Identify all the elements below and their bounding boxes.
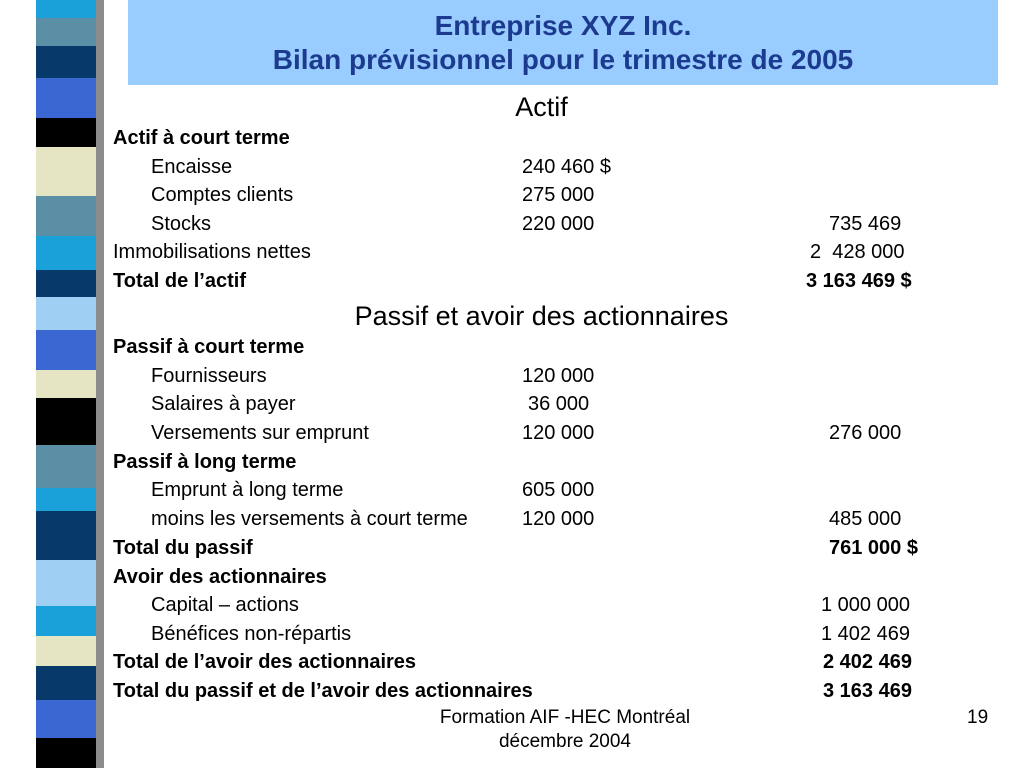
total-label: Total du passif et de l’avoir des actionnaires — [113, 680, 533, 702]
row-benefices — [0, 622, 1024, 646]
group-label: Passif à court terme — [113, 336, 305, 358]
stripe-block — [36, 46, 96, 78]
row-immobilisations — [0, 240, 1024, 264]
page-number: 19 — [967, 707, 989, 728]
line-label: Encaisse — [151, 156, 233, 178]
line-amount: 120 000 — [522, 365, 595, 387]
stripe-block — [36, 78, 96, 118]
row-total-avoir — [0, 650, 1024, 674]
group-label: Passif à long terme — [113, 451, 297, 473]
total-label: Total de l’actif — [113, 270, 246, 292]
stripe-block — [36, 18, 96, 46]
line-amount: 240 460 $ — [522, 156, 611, 178]
line-subtotal: 485 000 — [829, 508, 902, 530]
row-capital-actions — [0, 593, 1024, 617]
line-label: Immobilisations nettes — [113, 241, 311, 263]
row-encaisse — [0, 155, 1024, 179]
line-label: Fournisseurs — [151, 365, 267, 387]
line-subtotal: 1 000 000 — [821, 594, 910, 616]
title-subtitle: Bilan prévisionnel pour le trimestre de 2005 — [272, 44, 854, 75]
section-heading-passif: Passif et avoir des actionnaires — [354, 301, 729, 331]
line-label: Bénéfices non-répartis — [151, 623, 352, 645]
stripe-block — [36, 0, 96, 18]
line-label: moins les versements à court terme — [151, 508, 468, 530]
stripe-block — [36, 738, 96, 768]
line-amount: 220 000 — [522, 213, 595, 235]
line-amount: 275 000 — [522, 184, 595, 206]
footer-date: décembre 2004 — [498, 731, 632, 752]
title-company: Entreprise XYZ Inc. — [434, 10, 692, 41]
line-subtotal: 276 000 — [829, 422, 902, 444]
line-amount: 120 000 — [522, 508, 595, 530]
row-stocks — [0, 212, 1024, 236]
line-label: Stocks — [151, 213, 212, 235]
row-versements-emprunt — [0, 421, 1024, 445]
line-label: Comptes clients — [151, 184, 294, 206]
total-amount: 2 402 469 — [823, 651, 912, 673]
title-box — [128, 0, 998, 85]
row-actif-court-terme — [0, 126, 1024, 150]
row-comptes-clients — [0, 183, 1024, 207]
total-label: Total du passif — [113, 537, 253, 559]
section-heading-actif: Actif — [515, 92, 568, 122]
row-avoir-actionnaires — [0, 565, 1024, 589]
row-grand-total — [0, 679, 1024, 703]
row-moins-versements — [0, 507, 1024, 531]
row-total-passif — [0, 536, 1024, 560]
row-passif-court-terme — [0, 335, 1024, 359]
line-amount: 605 000 — [522, 479, 595, 501]
line-amount: 36 000 — [528, 393, 590, 415]
line-subtotal: 1 402 469 — [821, 623, 910, 645]
row-total-actif — [0, 269, 1024, 293]
total-label: Total de l’avoir des actionnaires — [113, 651, 417, 673]
group-label: Actif à court terme — [113, 127, 290, 149]
line-label: Versements sur emprunt — [151, 422, 369, 444]
row-passif-long-terme — [0, 450, 1024, 474]
total-amount: 3 163 469 — [823, 680, 912, 702]
footer-text: Formation AIF -HEC Montréal — [439, 707, 691, 728]
total-amount: 761 000 $ — [829, 537, 918, 559]
line-subtotal: 735 469 — [829, 213, 902, 235]
stripe-block — [36, 297, 96, 330]
line-amount: 120 000 — [522, 422, 595, 444]
line-label: Emprunt à long terme — [151, 479, 344, 501]
line-label: Salaires à payer — [151, 393, 296, 415]
row-emprunt-long-terme — [0, 478, 1024, 502]
line-subtotal: 2 428 000 — [810, 241, 905, 263]
total-amount: 3 163 469 $ — [806, 270, 912, 292]
row-salaires — [0, 392, 1024, 416]
row-fournisseurs — [0, 364, 1024, 388]
line-label: Capital – actions — [151, 594, 299, 616]
stripe-block — [36, 700, 96, 738]
group-label: Avoir des actionnaires — [113, 566, 327, 588]
